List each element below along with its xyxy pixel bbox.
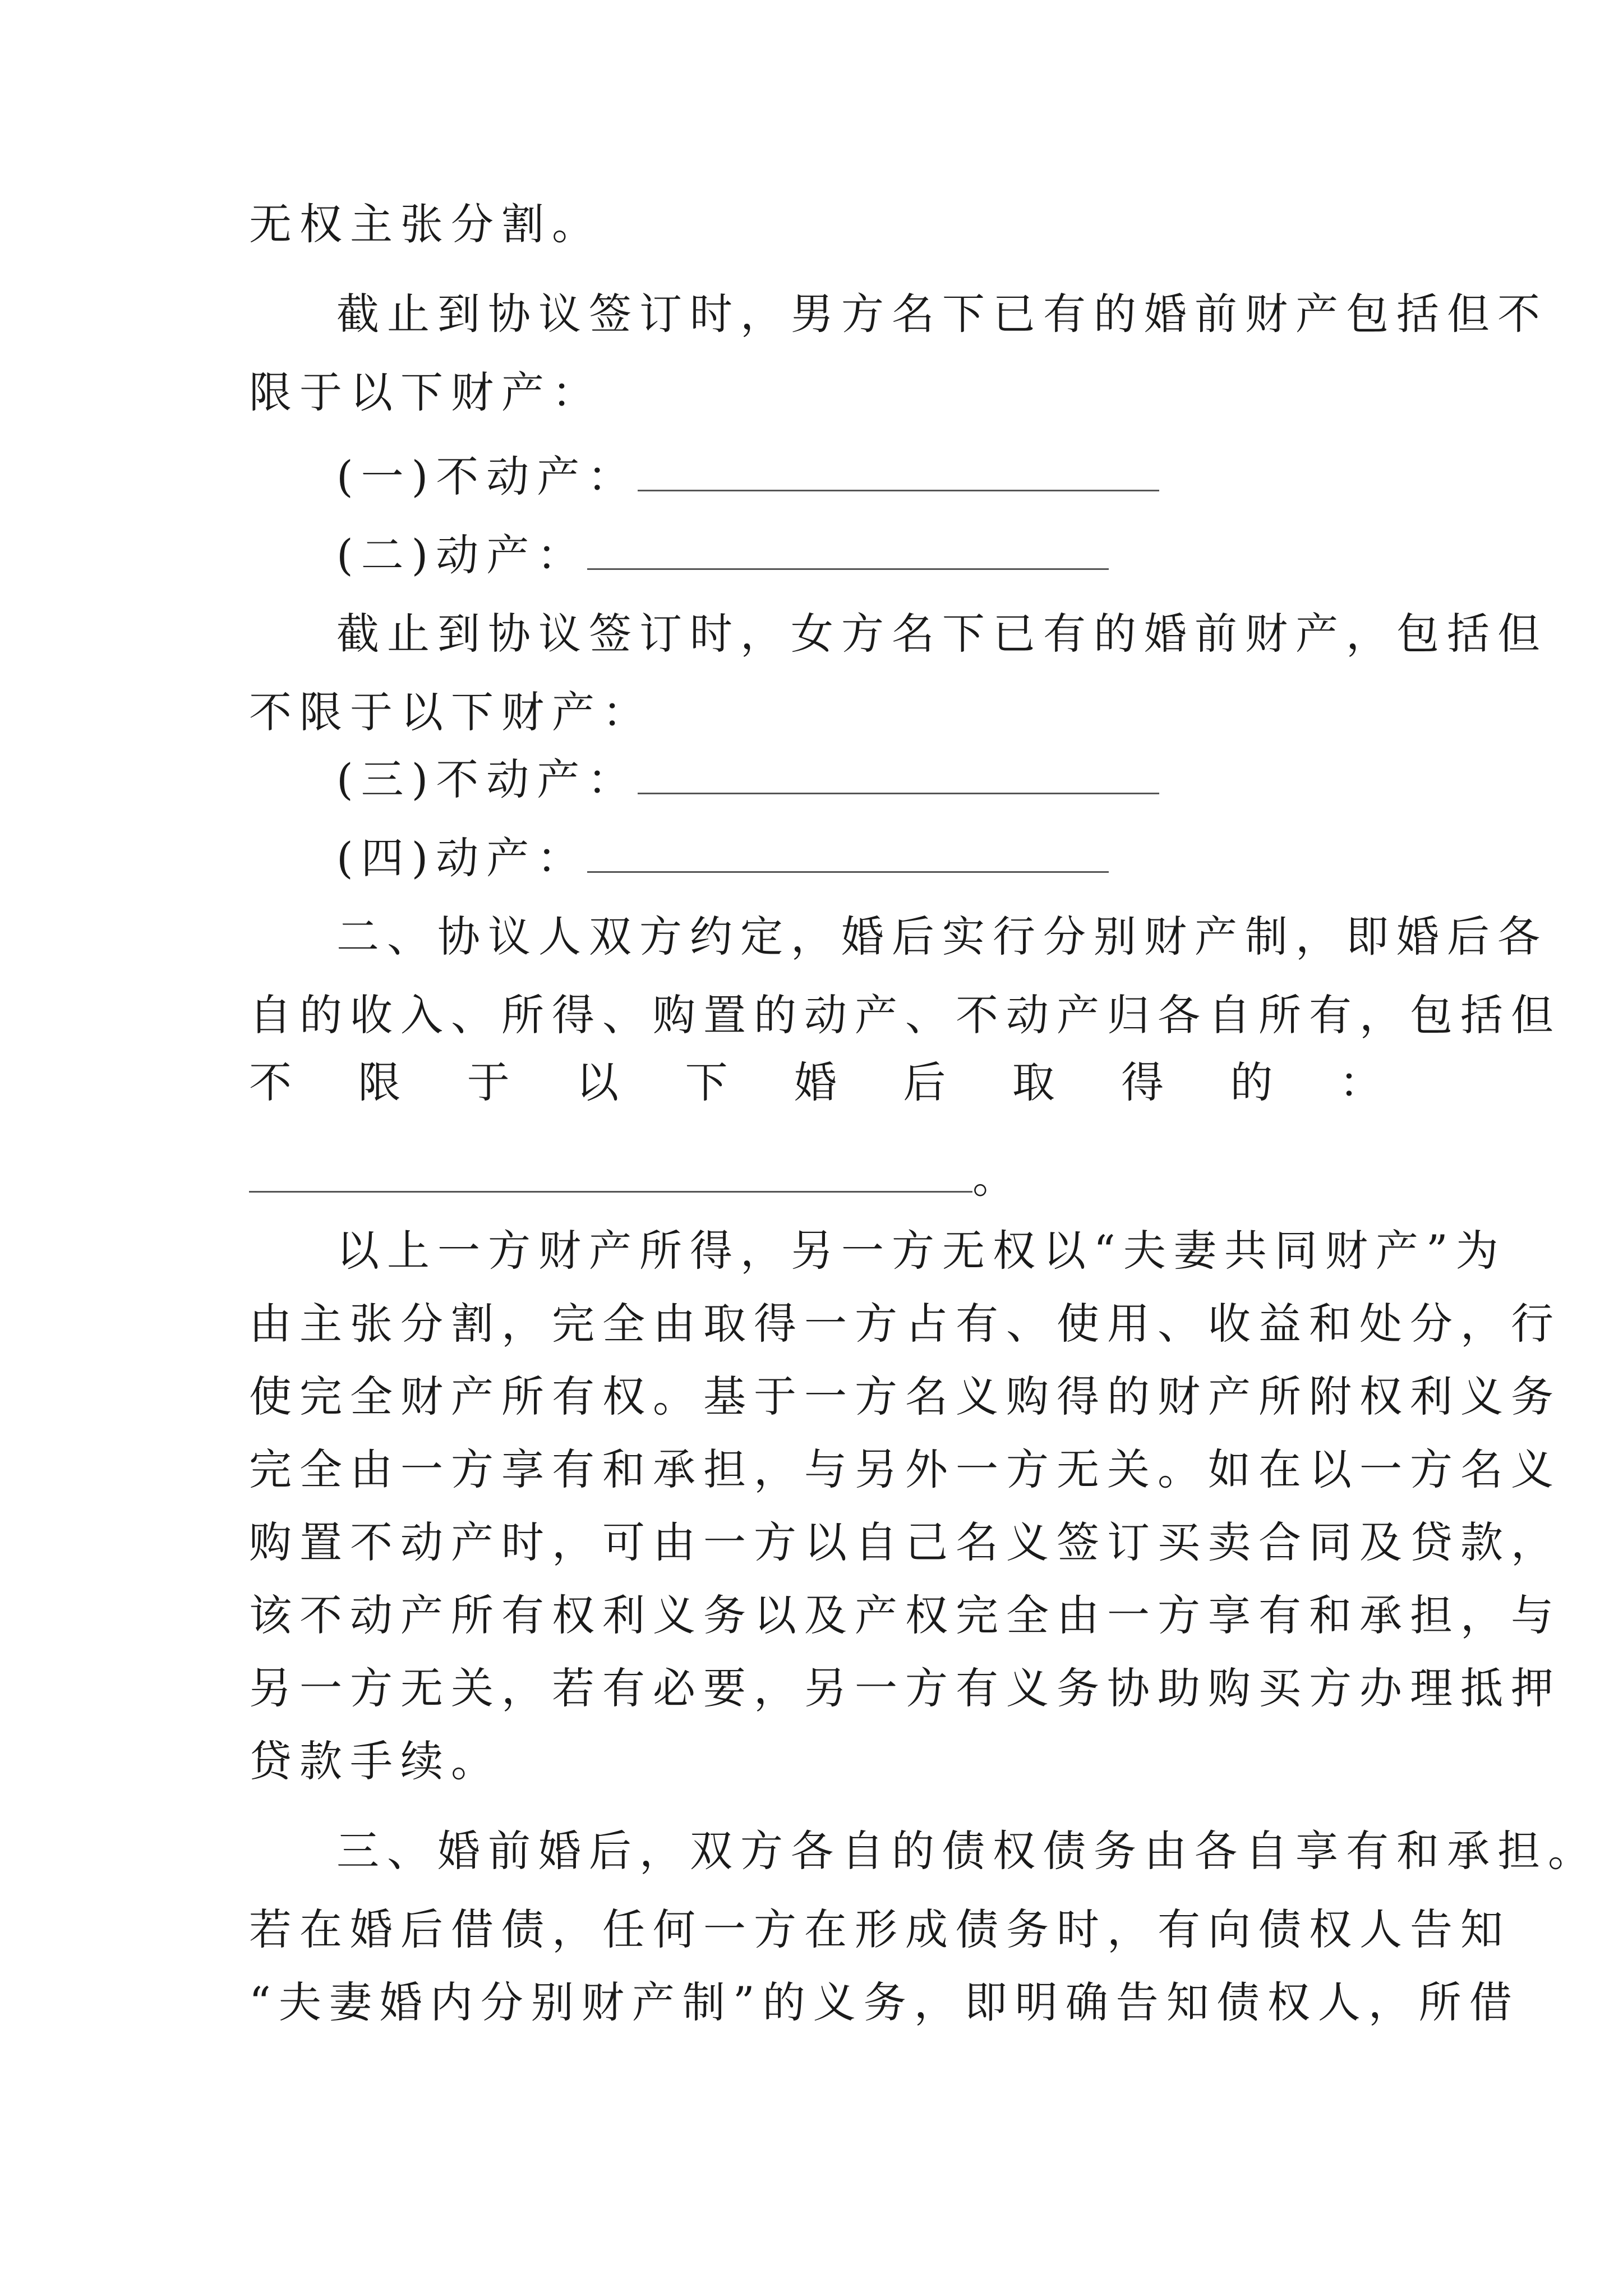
justified-char: 得 bbox=[1121, 1057, 1164, 1107]
real-estate-field-male bbox=[336, 449, 1382, 505]
justified-char: 的 bbox=[1230, 1057, 1273, 1107]
paragraph-line: 若在婚后借债，任何一方在形成债务时，有向债权人告知 bbox=[249, 1904, 1511, 1954]
blank-fill-line[interactable] bbox=[249, 1152, 972, 1193]
paragraph-line: 不限于以下财产： bbox=[249, 687, 653, 737]
paragraph-line: 另一方无关，若有必要，另一方有义务协助购买方办理抵押 bbox=[249, 1663, 1561, 1713]
justified-char: 于 bbox=[467, 1057, 510, 1107]
paragraph-line: 以上一方财产所得，另一方无权以“夫妻共同财产”为 bbox=[336, 1226, 1506, 1276]
justified-char: 不 bbox=[249, 1057, 292, 1107]
justified-char: 限 bbox=[358, 1057, 401, 1107]
paragraph-line: 限于以下财产： bbox=[249, 367, 602, 417]
paragraph-line: 截止到协议签订时，女方名下已有的婚前财产，包括但 bbox=[336, 609, 1548, 659]
paragraph-line: 贷款手续。 bbox=[249, 1736, 501, 1786]
paragraph-line: 截止到协议签订时，男方名下已有的婚前财产包括但不 bbox=[336, 289, 1548, 339]
field-label: (四)动产： bbox=[336, 833, 588, 883]
justified-char: 下 bbox=[685, 1057, 728, 1107]
blank-fill-line[interactable] bbox=[638, 753, 1159, 794]
paragraph-line: 无权主张分割。 bbox=[249, 199, 602, 249]
post-marriage-property-field bbox=[249, 1150, 1382, 1206]
field-label: (三)不动产： bbox=[336, 754, 638, 804]
paragraph-line: 三、婚前婚后，双方各自的债权债务由各自享有和承担。 bbox=[336, 1826, 1598, 1876]
paragraph-line: 购置不动产时，可由一方以自己名义签订买卖合同及贷款， bbox=[249, 1517, 1561, 1567]
blank-fill-line[interactable] bbox=[638, 450, 1159, 491]
paragraph-line: “夫妻婚内分别财产制”的义务，即明确告知债权人，所借 bbox=[249, 1977, 1520, 2027]
movable-property-field-female bbox=[336, 830, 1382, 886]
paragraph-line: 该不动产所有权利义务以及产权完全由一方享有和承担，与 bbox=[249, 1590, 1561, 1640]
justified-char: 婚 bbox=[794, 1057, 837, 1107]
sentence-end: 。 bbox=[972, 1153, 1023, 1203]
blank-fill-line[interactable] bbox=[587, 529, 1109, 570]
justified-char: 取 bbox=[1012, 1057, 1055, 1107]
paragraph-line: 由主张分割，完全由取得一方占有、使用、收益和处分，行 bbox=[249, 1299, 1561, 1349]
paragraph-line: 完全由一方享有和承担，与另外一方无关。如在以一方名义 bbox=[249, 1444, 1561, 1494]
movable-property-field-male bbox=[336, 527, 1382, 583]
paragraph-line: 使完全财产所有权。基于一方名义购得的财产所附权利义务 bbox=[249, 1372, 1561, 1421]
blank-fill-line[interactable] bbox=[587, 832, 1109, 873]
paragraph-line: 自的收入、所得、购置的动产、不动产归各自所有，包括但 bbox=[249, 990, 1561, 1040]
paragraph-line: 二、协议人双方约定，婚后实行分别财产制，即婚后各 bbox=[336, 912, 1548, 961]
justified-char: 后 bbox=[903, 1057, 946, 1107]
field-label: (二)动产： bbox=[336, 530, 588, 580]
justified-line bbox=[249, 1055, 1382, 1111]
real-estate-field-female bbox=[336, 752, 1382, 808]
justified-char: ： bbox=[1339, 1057, 1382, 1107]
justified-char: 以 bbox=[576, 1057, 619, 1107]
field-label: (一)不动产： bbox=[336, 452, 638, 501]
